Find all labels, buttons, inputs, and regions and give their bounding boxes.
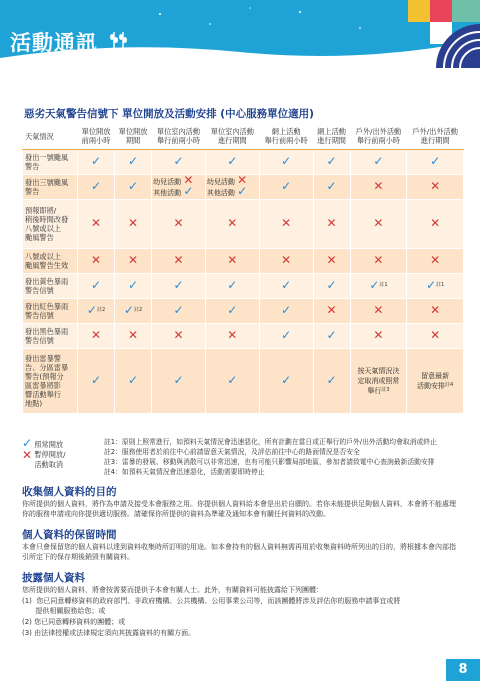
note-ref: 註2: [96, 307, 106, 313]
cross-icon: ✕: [281, 253, 292, 267]
table-cell: [407, 249, 464, 274]
table-cell: [259, 150, 313, 175]
row-label: 發出三號颱風 警告: [23, 175, 78, 200]
table-cell: [152, 249, 206, 274]
check-icon: ✓: [128, 179, 139, 193]
note-ref: 註4: [445, 382, 454, 388]
table-cell: [205, 349, 259, 414]
table-row: [23, 249, 464, 274]
table-row: [23, 200, 464, 249]
table-cell: [205, 274, 259, 299]
row-label: 預報即將/ 稍後時間改發 八號或以上 颱風警告: [23, 200, 78, 249]
check-icon: ✓: [128, 278, 139, 292]
cross-icon: ✕: [326, 216, 337, 230]
table-cell: [259, 249, 313, 274]
cross-icon: ✕: [373, 303, 384, 317]
table-cell: [77, 324, 114, 349]
table-cell: [115, 349, 152, 414]
table-notes: [104, 437, 437, 477]
table-cell: [115, 324, 152, 349]
cross-icon: ✕: [128, 216, 139, 230]
retention-body: 本會只會保留您的個人資料以達到資料收集時所訂明的用途。如本會持有的個人資料無需再用於收集資料時所列出的目的，將根據本會內部指引所定下的保存期後銷毀有關資料。: [22, 543, 456, 561]
check-icon: ✓: [173, 373, 184, 387]
retention-heading: 個人資料的保留時間: [22, 529, 117, 541]
table-cell: [152, 324, 206, 349]
table-row: [23, 324, 464, 349]
table-cell: [77, 299, 114, 324]
check-icon: ✓: [90, 278, 102, 292]
table-cell: [259, 349, 313, 414]
outdoor-before-text: 按天氣情況決 定取消或照常 舉行: [357, 367, 400, 395]
table-row: [23, 349, 464, 414]
row-label: 發出雷暴警 告、分區雷暴 警告(預報分 區雷暴將影 響活動舉行 地點): [23, 349, 78, 414]
check-icon: ✓: [326, 328, 337, 342]
table-cell: [259, 175, 313, 200]
cross-icon: ✕: [430, 179, 441, 193]
legend-check-label: 照常開放: [34, 440, 64, 449]
wheat-icon: [108, 30, 130, 52]
check-icon: ✓: [90, 154, 102, 168]
table-cell: [350, 274, 407, 299]
check-icon: ✓: [326, 278, 337, 292]
check-icon: ✓: [326, 179, 337, 193]
table-cell: [115, 249, 152, 274]
table-cell: [259, 274, 313, 299]
table-cell: [313, 324, 350, 349]
column-header: 單位開放 期間: [115, 123, 152, 150]
activity-name: 幼兒活動: [153, 178, 182, 186]
check-icon: ✓: [281, 179, 292, 193]
table-cell: [350, 150, 407, 175]
table-cell: [205, 175, 259, 200]
table-cell: [205, 249, 259, 274]
check-icon: ✓: [281, 154, 292, 168]
legend-cross-label: 暫停開放/ 活動取消: [34, 450, 66, 469]
activity-name: 幼兒活動: [206, 178, 235, 186]
table-cell: [259, 299, 313, 324]
disclosure-item-2: (2) 您已同意轉移資料的團體；或: [22, 618, 126, 626]
cross-icon: ✕: [373, 328, 384, 342]
check-icon: ✓: [227, 303, 238, 317]
table-cell: [313, 200, 350, 249]
row-label: 發出黑色暴雨 警告信號: [23, 324, 78, 349]
table-cell: [259, 200, 313, 249]
check-icon: ✓: [326, 154, 337, 168]
cross-icon: ✕: [183, 173, 194, 187]
table-cell: [350, 175, 407, 200]
column-header: 單位開放 前兩小時: [77, 123, 114, 150]
check-icon: ✓: [86, 303, 97, 317]
cross-icon: ✕: [173, 253, 184, 267]
cross-icon: ✕: [430, 216, 441, 230]
table-row: [23, 175, 464, 200]
table-cell: [407, 175, 464, 200]
table-cell: [77, 200, 114, 249]
table-cell: [77, 249, 114, 274]
check-icon: ✓: [227, 373, 238, 387]
column-header: 戶外/出外活動 進行期間: [407, 123, 464, 150]
table-cell: [152, 299, 206, 324]
check-icon: ✓: [326, 373, 337, 387]
activity-name: 其他活動: [153, 189, 182, 197]
page-number: 8: [446, 659, 480, 681]
header-banner: [0, 0, 480, 68]
table-cell: [205, 150, 259, 175]
legend: [22, 438, 66, 470]
note-1: 註1：原則上照常進行，如預料天氣情況會迅速惡化，所有計劃在當日或正舉行的戶外/出外活動均會取消或終止: [104, 438, 437, 446]
table-cell: [313, 175, 350, 200]
check-icon: ✓: [128, 373, 139, 387]
cross-icon: ✕: [227, 328, 238, 342]
disclosure-heading: 披露個人資料: [22, 572, 85, 584]
cross-icon: ✕: [128, 328, 139, 342]
table-cell: [407, 200, 464, 249]
cross-icon: ✕: [22, 448, 33, 462]
row-label: 八號或以上 颱風警告生效: [23, 249, 78, 274]
cross-icon: ✕: [326, 303, 337, 317]
check-icon: ✓: [123, 303, 134, 317]
column-header: 戶外/出外活動 舉行前兩小時: [350, 123, 407, 150]
table-cell: [313, 150, 350, 175]
table-cell: [77, 175, 114, 200]
table-cell: [350, 349, 407, 414]
cross-icon: ✕: [173, 216, 184, 230]
cross-icon: ✕: [430, 253, 441, 267]
check-icon: ✓: [183, 184, 194, 198]
row-label: 發出紅色暴雨 警告信號: [23, 299, 78, 324]
cross-icon: ✕: [173, 328, 184, 342]
weather-section-title: 惡劣天氣警告信號下 單位開放及活動安排 (中心服務單位適用): [24, 108, 314, 120]
disclosure-body: 您所提供的個人資料，將會按需要而提供予本會有關人士。此外，有關資料可能披露給下列團體：: [22, 586, 323, 594]
table-cell: [152, 274, 206, 299]
table-cell: [77, 150, 114, 175]
table-cell: [152, 150, 206, 175]
note-4: 註4：如預料天氣情況會迅速惡化，活動需要即時停止: [104, 468, 265, 476]
check-icon: ✓: [281, 373, 292, 387]
cross-icon: ✕: [90, 216, 102, 230]
activity-line: [206, 173, 258, 187]
cross-icon: ✕: [430, 328, 441, 342]
note-2: 註2：服務使用者於前往中心前請留意天氣情況，及評估前往中心的路面情況是否安全: [104, 448, 360, 456]
check-icon: ✓: [373, 154, 384, 168]
check-icon: ✓: [281, 278, 292, 292]
check-icon: ✓: [237, 184, 248, 198]
check-icon: ✓: [22, 436, 33, 450]
cross-icon: ✕: [128, 253, 139, 267]
table-cell: [407, 274, 464, 299]
disclosure-item-1: (1) 您已同意轉移資料的政府部門、非政府機構、公共機構、公用事業公司等，而該團體將涉及評估你的服務申請事宜或將 提供相關服務給您；或: [22, 597, 401, 615]
cross-icon: ✕: [373, 216, 384, 230]
table-cell: [77, 349, 114, 414]
note-ref: 註1: [436, 282, 445, 288]
check-icon: ✓: [430, 154, 441, 168]
note-ref: 註1: [379, 282, 388, 288]
check-icon: ✓: [281, 328, 292, 342]
table-cell: [407, 324, 464, 349]
table-cell: [152, 175, 206, 200]
table-cell: [313, 299, 350, 324]
cross-icon: ✕: [373, 253, 384, 267]
column-header: 單位室內活動 舉行前兩小時: [152, 123, 206, 150]
table-cell: [350, 249, 407, 274]
column-header: 單位室內活動 進行期間: [205, 123, 259, 150]
table-cell: [115, 150, 152, 175]
row-label: 發出一號颱風 警告: [23, 150, 78, 175]
check-icon: ✓: [426, 278, 437, 292]
table-row: [23, 274, 464, 299]
cross-icon: ✕: [326, 253, 337, 267]
check-icon: ✓: [281, 303, 292, 317]
table-cell: [350, 324, 407, 349]
table-cell: [350, 200, 407, 249]
cross-icon: ✕: [90, 253, 102, 267]
cross-icon: ✕: [373, 179, 384, 193]
table-cell: [313, 349, 350, 414]
activity-line: [206, 184, 258, 198]
check-icon: ✓: [227, 278, 238, 292]
table-cell: [152, 349, 206, 414]
disclosure-item-3: (3) 由法律授權或法律規定須向其披露資料的有關方面。: [22, 629, 196, 637]
check-icon: ✓: [173, 303, 184, 317]
table-cell: [350, 299, 407, 324]
table-cell: [313, 274, 350, 299]
table-row: [23, 150, 464, 175]
row-label: 發出黃色暴雨 警告信號: [23, 274, 78, 299]
page-section-title: 活動通訊: [10, 31, 98, 55]
cross-icon: ✕: [281, 216, 292, 230]
table-cell: [115, 200, 152, 249]
outdoor-during-text: 留意最新 活動安排: [417, 372, 450, 390]
table-cell: [152, 200, 206, 249]
cross-icon: ✕: [227, 253, 238, 267]
column-header: 網上活動 進行期間: [313, 123, 350, 150]
column-header: 天氣情況: [23, 123, 78, 150]
note-3: 註3：雷暴的發展、移動與消散可以非常迅速，也有可能只影響局部地區，參加者請致電中心查詢最新活動安排: [104, 458, 435, 466]
corner-shapes-decoration: [390, 0, 480, 68]
purpose-heading: 收集個人資料的目的: [22, 486, 117, 498]
column-header: 網上活動 舉行前兩小時: [259, 123, 313, 150]
weather-arrangement-table: [22, 122, 464, 414]
table-cell: [115, 299, 152, 324]
table-cell: [407, 299, 464, 324]
purpose-body: 你所提供的個人資料，將作為申請及接受本會服務之用。你提供個人資料給本會是出於自願的。若你未能提供足夠個人資料，本會將不能處理你的服務申請或向你提供適切服務。請確保你所提供的資料為準確及通知本會有關任何資料的改動。: [22, 500, 456, 518]
cross-icon: ✕: [227, 216, 238, 230]
activity-line: [153, 173, 204, 187]
table-cell: [77, 274, 114, 299]
cross-icon: ✕: [430, 303, 441, 317]
table-cell: [313, 249, 350, 274]
table-cell: [205, 324, 259, 349]
cross-icon: ✕: [90, 328, 102, 342]
activity-name: 其他活動: [206, 189, 235, 197]
table-cell: [205, 299, 259, 324]
table-cell: [115, 175, 152, 200]
check-icon: ✓: [369, 278, 380, 292]
check-icon: ✓: [173, 278, 184, 292]
check-icon: ✓: [90, 373, 102, 387]
table-cell: [115, 274, 152, 299]
cross-icon: ✕: [237, 173, 248, 187]
table-cell: [407, 150, 464, 175]
check-icon: ✓: [173, 154, 184, 168]
activity-line: [153, 184, 204, 198]
table-cell: [205, 200, 259, 249]
check-icon: ✓: [227, 154, 238, 168]
note-ref: 註3: [381, 387, 390, 393]
table-row: [23, 299, 464, 324]
note-ref: 註2: [133, 307, 143, 313]
table-cell: [407, 349, 464, 414]
check-icon: ✓: [128, 154, 139, 168]
check-icon: ✓: [90, 179, 102, 193]
table-cell: [259, 324, 313, 349]
